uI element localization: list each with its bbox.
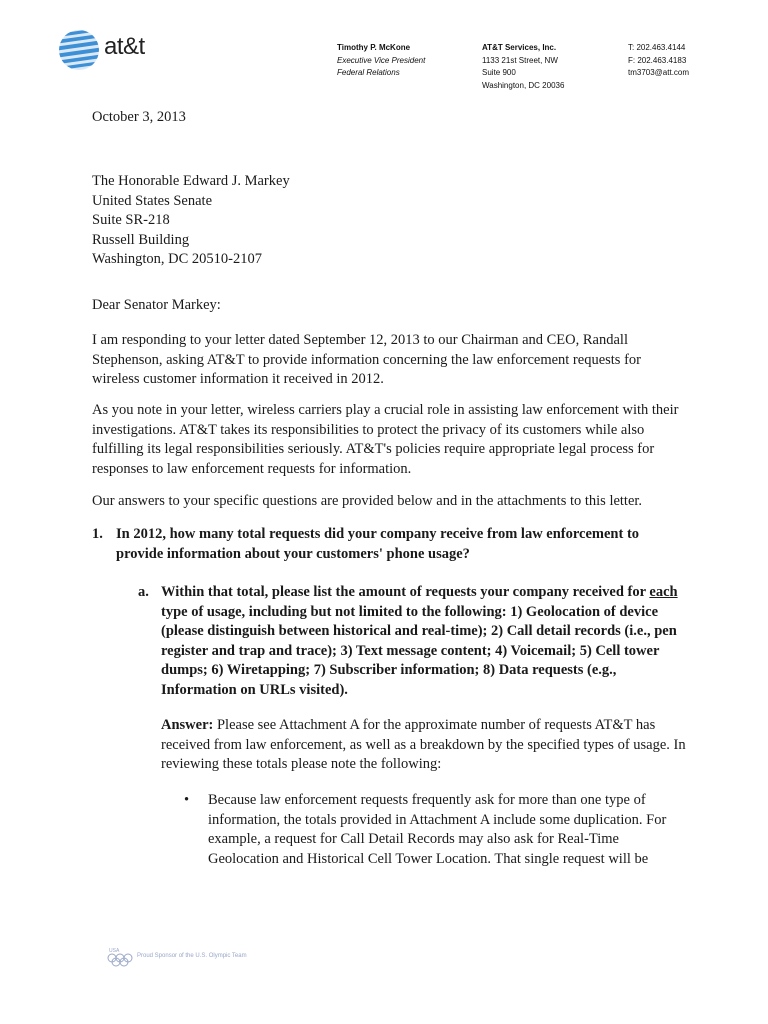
sender-block <box>337 42 425 80</box>
question-1 <box>92 525 682 564</box>
body-paragraph-2: As you note in your letter, wireless carriers play a crucial role in assisting law enforcement with their investigations. AT&T takes its responsibilities to protect the privacy of its customers while also fulfilling its legal responsibilities seriously. AT&T's policies require appropriate legal process for responses to law enforcement requests for information. <box>92 402 679 477</box>
answer-paragraph <box>161 716 686 775</box>
contact-block <box>628 42 689 80</box>
question-text: In 2012, how many total requests did your company receive from law enforcement to provide information about your customers' phone usage? <box>116 526 640 562</box>
company-suite: Suite 900 <box>482 68 516 77</box>
subquestion-text <box>161 583 688 700</box>
company-city: Washington, DC 20036 <box>482 80 565 90</box>
question-number: 1. <box>92 526 103 542</box>
recipient-line: The Honorable Edward J. Markey <box>92 173 290 189</box>
answer-label: Answer: <box>161 717 214 733</box>
recipient-line: Suite SR-218 <box>92 212 170 228</box>
contact-email: tm3703@att.com <box>628 68 690 77</box>
salutation: Dear Senator Markey: <box>92 297 221 313</box>
sender-title: Executive Vice President <box>337 55 426 65</box>
body-paragraph-1: I am responding to your letter dated September 12, 2013 to our Chairman and CEO, Randall Stephenson, asking AT&T to provide information concerning the law enforcement requests for wireless customer information it received in 2012. <box>92 332 641 387</box>
recipient-address <box>92 172 290 270</box>
recipient-line: Russell Building <box>92 231 190 248</box>
olympic-rings-icon <box>105 946 135 968</box>
bullet-marker: • <box>184 792 190 808</box>
company-street: 1133 21st Street, NW <box>482 55 558 65</box>
logo-wordmark: at&t <box>104 33 145 60</box>
att-globe-icon <box>58 27 100 73</box>
subquestion-text-after: type of usage, including but not limited to the following: 1) Geolocation of device (please distinguish between historical and real-time); 2) Call detail records (i.e., pen register and trap and trace); 3) Text message content; 4) Voicemail; 5) Cell tower dumps; 6) Wiretapping; 7) Subscriber information; 8) Data requests (e.g., Information on URLs visited). <box>161 603 677 698</box>
att-logo <box>58 27 178 75</box>
footer-sponsor-text: Proud Sponsor of the U.S. Olympic Team <box>137 953 247 959</box>
contact-phone: T: 202.463.4144 <box>628 43 686 52</box>
olympic-sponsor-footer <box>105 946 265 968</box>
company-address-block <box>482 42 564 92</box>
recipient-line: Washington, DC 20510-2107 <box>92 251 263 267</box>
contact-fax: F: 202.463.4183 <box>628 55 687 65</box>
subquestion-letter: a. <box>138 584 149 600</box>
bullet-text: Because law enforcement requests frequently ask for more than one type of information, the totals provided in Attachment A include some duplication. For example, a request for Call Detail Records may also ask for Real-Time Geolocation and Historical Cell Tower Location. That single request will be <box>208 792 667 867</box>
usa-label: USA <box>109 948 120 954</box>
subquestion-text-before: Within that total, please list the amount of requests your company received for <box>161 584 650 600</box>
sender-name: Timothy P. McKone <box>337 43 411 52</box>
question-1a <box>138 583 688 700</box>
recipient-line: United States Senate <box>92 192 213 209</box>
sender-dept: Federal Relations <box>337 68 400 77</box>
subquestion-underlined-word: each <box>649 584 678 600</box>
company-name: AT&T Services, Inc. <box>482 43 557 52</box>
bullet-item <box>184 791 674 869</box>
answer-text: Please see Attachment A for the approximate number of requests AT&T has received from law enforcement, as well as a breakdown by the specified types of usage. In reviewing these totals please note the following: <box>161 717 686 772</box>
body-paragraph-3: Our answers to your specific questions are provided below and in the attachments to this letter. <box>92 493 643 509</box>
letter-date: October 3, 2013 <box>92 109 186 125</box>
